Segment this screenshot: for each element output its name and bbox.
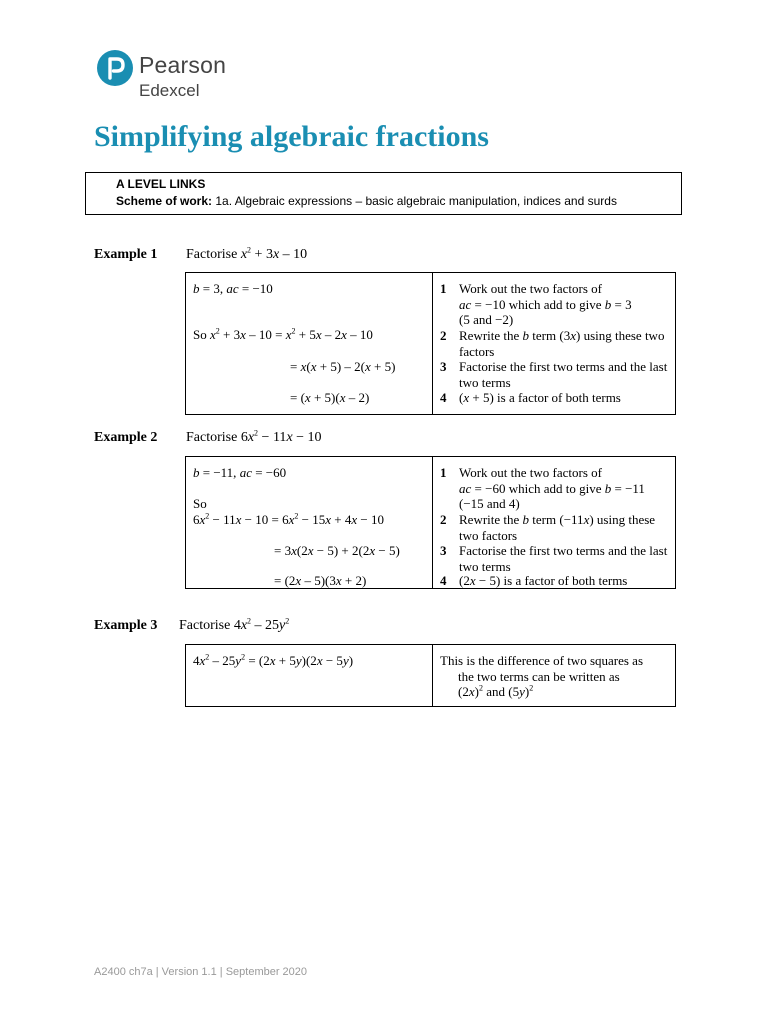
example-3-prompt: Factorise $4x^2 - 25y^2$ <box>179 616 290 633</box>
ex1-step-text: Work out the two factors of ac = −10 which add to give b = 3 (5 and −2) <box>459 281 632 327</box>
ex1-step-text: Rewrite the b term (3x) using these two factors <box>459 328 665 359</box>
example-2-label: Example 2 <box>94 430 158 445</box>
logo-brand: Pearson <box>139 52 227 78</box>
ex2-working-line: = 3x(2x − 5) + 2(2x − 5) <box>274 543 400 558</box>
links-heading: A LEVEL LINKS <box>116 177 206 191</box>
ex1-working-line: = (x + 5)(x – 2) <box>290 390 370 405</box>
example-1-table <box>185 272 676 415</box>
scheme-of-work <box>116 194 617 208</box>
ex1-working-line: = x(x + 5) – 2(x + 5) <box>290 359 396 374</box>
a-level-links-box <box>85 172 682 215</box>
ex1-step-number: 1 <box>440 281 447 296</box>
ex2-working-line: $6x^2 - 11x - 10 = 6x^2 - 15x + 4x - 10$ <box>193 511 384 527</box>
ex2-working-line: b = −11, ac = −60 <box>193 465 287 480</box>
scheme-text: 1a. Algebraic expressions – basic algebraic manipulation, indices and surds <box>215 194 617 208</box>
ex1-step-text: (x + 5) is a factor of both terms <box>459 390 621 405</box>
ex1-step-number: 3 <box>440 359 447 374</box>
ex1-working-line: b = 3, ac = −10 <box>193 281 273 296</box>
ex2-step-text: Rewrite the b term (−11x) using these two factors <box>459 512 656 543</box>
footer: A2400 ch7a | Version 1.1 | September 2020 <box>94 966 308 978</box>
ex3-note: This is the difference of two squares as the two terms can be written as $(2x)^2$ and $(5y)^2$ <box>440 653 644 699</box>
example-1-label: Example 1 <box>94 247 158 262</box>
ex1-step-number: 2 <box>440 328 447 343</box>
page-title: Simplifying algebraic fractions <box>94 120 489 153</box>
ex2-step-text: Work out the two factors of ac = −60 which add to give b = −11 (−15 and 4) <box>459 465 645 511</box>
ex2-step-number: 2 <box>440 512 447 527</box>
example-1-prompt: Factorise $x^2 + 3x - 10$ <box>186 245 308 262</box>
ex1-working-line: So $x^2 + 3x - 10 = x^2 + 5x - 2x - 10$ <box>193 326 373 342</box>
ex2-working-line: So <box>193 496 207 511</box>
ex1-step-text: Factorise the first two terms and the last two terms <box>459 359 668 390</box>
pearson-logo-icon <box>97 50 133 86</box>
ex2-step-text: (2x − 5) is a factor of both terms <box>459 573 628 588</box>
ex2-working-line: = (2x – 5)(3x + 2) <box>274 573 367 588</box>
ex2-step-number: 4 <box>440 573 447 588</box>
example-3-label: Example 3 <box>94 618 158 633</box>
ex2-step-number: 3 <box>440 543 447 558</box>
scheme-label: Scheme of work: <box>116 194 213 208</box>
example-2-table <box>185 456 676 589</box>
example-2-prompt: Factorise $6x^2 - 11x - 10$ <box>186 428 322 445</box>
ex2-step-number: 1 <box>440 465 447 480</box>
ex1-step-number: 4 <box>440 390 447 405</box>
ex2-step-text: Factorise the first two terms and the last two terms <box>459 543 668 574</box>
logo-subbrand: Edexcel <box>139 81 200 100</box>
example-3-table <box>185 644 676 707</box>
ex3-working-line: $4x^2 - 25y^2 = (2x + 5y)(2x - 5y)$ <box>193 652 354 668</box>
